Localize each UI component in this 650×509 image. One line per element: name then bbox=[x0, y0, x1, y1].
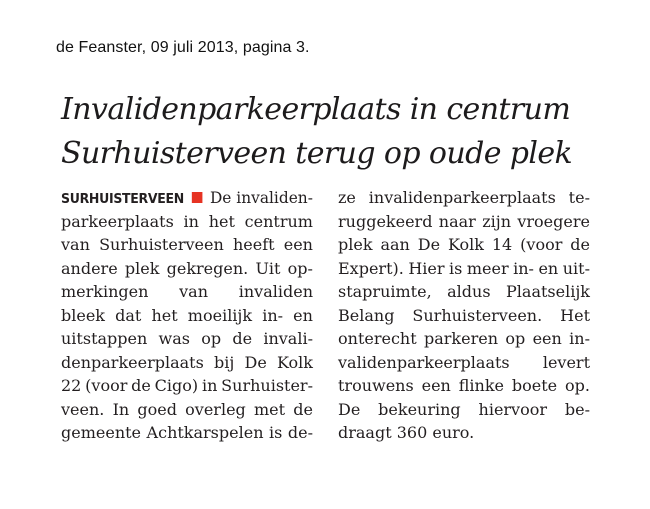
article-line bbox=[61, 421, 313, 445]
article-line bbox=[61, 233, 313, 257]
headline-line-2: Surhuisterveen terug op oude plek bbox=[61, 136, 573, 171]
word: de bbox=[293, 399, 313, 419]
word: veen. bbox=[61, 399, 105, 419]
word: vroegere bbox=[517, 211, 590, 231]
word: goed bbox=[137, 399, 177, 419]
article-line bbox=[338, 398, 590, 422]
word: flinke bbox=[458, 376, 504, 395]
article-line bbox=[61, 327, 313, 351]
word: dat bbox=[115, 305, 142, 325]
word: het bbox=[151, 305, 178, 325]
article-line bbox=[61, 210, 313, 234]
word: gemeente bbox=[61, 423, 142, 442]
word: boete bbox=[511, 376, 558, 395]
word: hiervoor bbox=[478, 399, 548, 419]
word: bleek bbox=[61, 305, 105, 325]
word: zijn bbox=[482, 211, 511, 231]
word: denparkeerplaats bbox=[61, 352, 204, 372]
article-line bbox=[61, 280, 313, 304]
word: in bbox=[183, 211, 199, 231]
article-line: draagt 360 euro. bbox=[338, 423, 475, 442]
word: van bbox=[179, 282, 209, 301]
word: het bbox=[208, 211, 235, 231]
word: invaliden bbox=[238, 282, 313, 301]
word: bij bbox=[214, 352, 235, 372]
word: van bbox=[61, 235, 90, 254]
word: aan bbox=[380, 235, 410, 254]
word: Achtkarspelen bbox=[146, 423, 264, 442]
word: plek bbox=[338, 235, 373, 254]
word: validenparkeerplaats bbox=[338, 352, 510, 372]
word: Surhuister- bbox=[221, 376, 313, 395]
word: parkeerplaats bbox=[61, 211, 174, 231]
word: (voor bbox=[520, 235, 563, 254]
word: Het bbox=[560, 305, 590, 325]
word: plek bbox=[124, 258, 160, 278]
word: met bbox=[253, 399, 286, 419]
word: in bbox=[201, 376, 218, 395]
article-line bbox=[61, 257, 313, 281]
article-line bbox=[61, 351, 313, 375]
word: De bbox=[244, 352, 267, 372]
word: in- bbox=[513, 258, 534, 278]
word: in- bbox=[569, 329, 590, 348]
article-line bbox=[338, 351, 590, 375]
word: onterecht bbox=[338, 329, 417, 348]
word: is bbox=[269, 423, 283, 442]
word: is bbox=[449, 258, 463, 278]
word: De bbox=[338, 399, 361, 419]
word: gekregen. bbox=[166, 258, 249, 278]
article-line bbox=[338, 327, 590, 351]
word: Cigo) bbox=[154, 376, 199, 395]
word: en bbox=[293, 305, 313, 325]
word: Surhuisterveen. bbox=[412, 305, 543, 325]
word: in- bbox=[262, 305, 284, 325]
word: parkeren bbox=[424, 329, 499, 348]
word: Uit bbox=[255, 258, 281, 278]
word: was bbox=[158, 329, 190, 348]
article-line bbox=[338, 186, 590, 210]
word: centrum bbox=[244, 211, 313, 231]
article-line: De invaliden- bbox=[209, 188, 313, 207]
dateline: SURHUISTERVEEN bbox=[61, 192, 184, 207]
article-line bbox=[338, 233, 590, 257]
word: (voor bbox=[85, 376, 128, 395]
article-column-left bbox=[61, 186, 313, 445]
word: Surhuisterveen bbox=[99, 235, 224, 254]
dateline-marker-icon bbox=[192, 192, 203, 203]
word: een bbox=[283, 235, 313, 254]
word: De bbox=[417, 235, 441, 254]
word: de- bbox=[287, 423, 313, 442]
word: stapruimte, bbox=[338, 282, 432, 301]
article-line bbox=[338, 210, 590, 234]
word: een bbox=[421, 376, 451, 395]
article-line bbox=[61, 304, 313, 328]
word: Kolk bbox=[447, 235, 484, 254]
word: bekeuring bbox=[378, 399, 461, 419]
word: Expert). bbox=[338, 258, 404, 278]
word: levert bbox=[542, 352, 590, 372]
word: invali- bbox=[263, 329, 313, 348]
word: trouwens bbox=[338, 376, 414, 395]
word: de bbox=[232, 329, 253, 348]
article-first-line bbox=[61, 186, 313, 210]
word: invalidenparkeerplaats bbox=[368, 188, 556, 207]
word: op. bbox=[565, 376, 590, 395]
source-line: de Feanster, 09 juli 2013, pagina 3. bbox=[56, 39, 310, 56]
word: 22 bbox=[61, 376, 82, 395]
word: meer bbox=[466, 258, 509, 278]
word: op- bbox=[287, 258, 313, 278]
article-line bbox=[338, 304, 590, 328]
word: Belang bbox=[338, 305, 395, 325]
word: uitstappen bbox=[61, 329, 148, 348]
word: uit- bbox=[562, 258, 590, 278]
article-line bbox=[338, 257, 590, 281]
word: merkingen bbox=[61, 282, 149, 301]
word: andere bbox=[61, 258, 118, 278]
word: ze bbox=[338, 188, 356, 207]
word: naar bbox=[438, 211, 476, 231]
word: te- bbox=[568, 188, 590, 207]
word: en bbox=[538, 258, 559, 278]
article-line bbox=[61, 398, 313, 422]
headline-line-1: Invalidenparkeerplaats in centrum bbox=[61, 92, 571, 127]
word: op bbox=[201, 329, 222, 348]
article-column-right bbox=[338, 186, 590, 445]
word: In bbox=[112, 399, 130, 419]
word: moeilijk bbox=[187, 305, 253, 325]
word: Kolk bbox=[277, 352, 313, 372]
article-line bbox=[338, 374, 590, 398]
word: 14 bbox=[491, 235, 513, 254]
word: aldus bbox=[447, 282, 491, 301]
word: Hier bbox=[408, 258, 445, 278]
word: een bbox=[532, 329, 562, 348]
article-line bbox=[338, 280, 590, 304]
word: op bbox=[505, 329, 526, 348]
word: Plaatselijk bbox=[506, 282, 590, 301]
word: de bbox=[570, 235, 590, 254]
word: be- bbox=[564, 399, 590, 419]
word: overleg bbox=[185, 399, 246, 419]
article-line bbox=[61, 374, 313, 398]
word: heeft bbox=[232, 235, 275, 254]
word: ruggekeerd bbox=[338, 211, 433, 231]
headline bbox=[61, 88, 621, 176]
word: de bbox=[131, 376, 151, 395]
